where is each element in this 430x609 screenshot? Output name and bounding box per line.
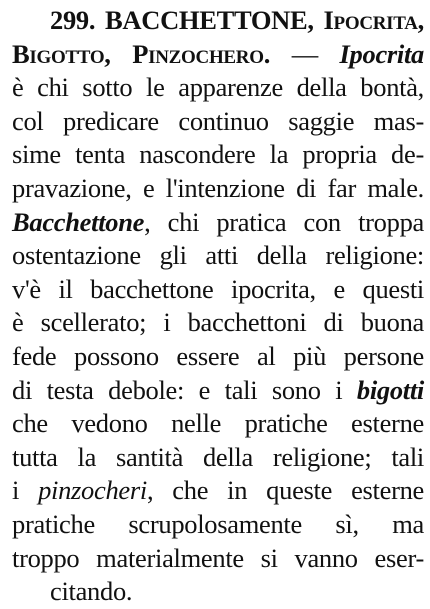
body-line: che vedono nelle pratiche esterne (12, 408, 424, 439)
body-line: v'è il bacchettone ipocrita, e questi (12, 273, 424, 304)
body-line-last: citando. (50, 576, 133, 607)
entry-headword: BACCHETTONE, (105, 5, 314, 35)
definition-label-ipocrita: Ipocrita (339, 38, 424, 69)
body-line (12, 474, 424, 508)
body-text: , chi pratica con troppa (144, 206, 424, 237)
body-line: è chi sotto le apparenze della bontà, (12, 72, 424, 103)
body-line: col predicare continuo saggie mas- (12, 105, 424, 136)
body-line: pravazione, e l'intenzione di far male. (12, 172, 424, 203)
body-text: i (12, 475, 39, 506)
body-line: ostentazione gli atti della religione: (12, 240, 424, 271)
body-line (12, 206, 424, 240)
entry-heading-line-2 (12, 38, 424, 72)
body-line: troppo materialmente si vanno eser- (12, 542, 424, 573)
body-line: è scellerato; i bacchettoni di buona (12, 307, 424, 338)
entry-synonym-ipocrita: Ipocrita, (323, 5, 424, 35)
body-line (12, 374, 424, 408)
definition-label-bigotti: bigotti (356, 374, 424, 405)
definition-label-bacchettone: Bacchettone (12, 206, 145, 237)
body-text: di testa debole: e tali sono i (12, 374, 357, 405)
body-line: sime tenta nascondere la propria de- (12, 139, 424, 170)
body-text: , che in queste esterne (146, 475, 424, 506)
definition-label-pinzocheri: pinzocheri (38, 475, 147, 506)
body-line: fede possono essere al più persone (12, 340, 424, 371)
entry-number: 299. (50, 5, 96, 35)
body-line: tutta la santità della religione; tali (12, 441, 424, 472)
entry-heading-line-1 (12, 4, 424, 38)
entry-synonym-bigotto: Bigotto, (12, 38, 111, 69)
entry-synonym-pinzochero: Pinzochero. (132, 38, 271, 69)
body-line: pratiche scrupolosamente sì, ma (12, 508, 424, 539)
entry-dash: — (291, 38, 318, 69)
